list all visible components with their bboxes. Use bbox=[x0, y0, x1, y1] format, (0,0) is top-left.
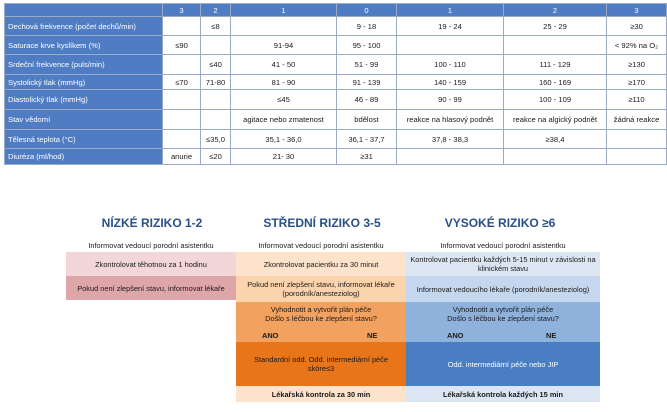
score-cell: 25 - 29 bbox=[504, 17, 607, 36]
mid-ward-text: Standardní odd. Odd. intermediární péče skóre≤3 bbox=[254, 355, 388, 373]
score-row bbox=[5, 75, 667, 90]
high-yes-label: ANO bbox=[447, 331, 464, 340]
score-row bbox=[5, 17, 667, 36]
mid-check-step: Zkontrolovat pacientku za 30 minut bbox=[236, 252, 406, 276]
score-cell: žádná reakce bbox=[607, 110, 667, 130]
low-check-step: Zkontrolovat těhotnou za 1 hodinu bbox=[66, 252, 236, 276]
parameter-label: Saturace krve kyslíkem (%) bbox=[5, 36, 163, 55]
high-plan-text: Vyhodnotit a vytvořit plán péče bbox=[452, 305, 554, 314]
score-cell: 100 - 109 bbox=[504, 90, 607, 110]
mid-ward-step bbox=[236, 342, 406, 386]
high-no-label: NE bbox=[546, 331, 557, 340]
score-cell bbox=[201, 36, 231, 55]
mid-no-label: NE bbox=[367, 331, 378, 340]
score-cell: reakce na hlasový podnět bbox=[397, 110, 504, 130]
score-cell: bdělost bbox=[337, 110, 397, 130]
score-header-cell: 2 bbox=[201, 4, 231, 17]
score-cell bbox=[201, 110, 231, 130]
mid-question-text: Došlo s léčbou ke zlepšení stavu? bbox=[265, 314, 377, 323]
score-cell: reakce na algický podnět bbox=[504, 110, 607, 130]
header-param-cell bbox=[5, 4, 163, 17]
score-row bbox=[5, 55, 667, 75]
score-cell bbox=[607, 149, 667, 165]
parameter-label: Tělesná teplota (°C) bbox=[5, 130, 163, 149]
score-cell: ≤90 bbox=[163, 36, 201, 55]
score-cell: ≤40 bbox=[201, 55, 231, 75]
mid-plan-text: Vyhodnotit a vytvořit plán péče bbox=[270, 305, 372, 314]
score-cell: 140 - 159 bbox=[397, 75, 504, 90]
score-cell: 91 - 139 bbox=[337, 75, 397, 90]
score-row bbox=[5, 149, 667, 165]
high-inform-step: Informovat vedoucí porodní asistentku bbox=[406, 238, 600, 252]
high-risk-title: VYSOKÉ RIZIKO ≥6 bbox=[444, 216, 556, 230]
score-cell: 46 - 89 bbox=[337, 90, 397, 110]
score-cell bbox=[231, 17, 337, 36]
score-cell: 111 - 129 bbox=[504, 55, 607, 75]
mid-inform-step: Informovat vedoucí porodní asistentku bbox=[236, 238, 406, 252]
mid-control-step: Lékařská kontrola za 30 min bbox=[236, 386, 406, 402]
score-cell: 90 - 99 bbox=[397, 90, 504, 110]
score-cell: 160 - 169 bbox=[504, 75, 607, 90]
low-no-improve-step: Pokud není zlepšení stavu, informovat lékaře bbox=[66, 276, 236, 300]
score-row bbox=[5, 36, 667, 55]
score-cell bbox=[504, 149, 607, 165]
mid-yes-label: ANO bbox=[262, 331, 279, 340]
score-cell: 81 - 90 bbox=[231, 75, 337, 90]
score-cell bbox=[163, 90, 201, 110]
parameter-label: Diuréza (ml/hod) bbox=[5, 149, 163, 165]
score-cell: 71-80 bbox=[201, 75, 231, 90]
score-cell bbox=[163, 110, 201, 130]
score-cell: agitace nebo zmatenost bbox=[231, 110, 337, 130]
score-cell bbox=[163, 130, 201, 149]
score-cell: 9 - 18 bbox=[337, 17, 397, 36]
score-header-cell: 3 bbox=[607, 4, 667, 17]
score-header-cell: 2 bbox=[504, 4, 607, 17]
score-cell: 37,8 - 38,3 bbox=[397, 130, 504, 149]
score-cell: < 92% na O₂ bbox=[607, 36, 667, 55]
low-risk-title: NÍZKÉ RIZIKO 1-2 bbox=[101, 216, 203, 230]
score-cell bbox=[397, 149, 504, 165]
score-cell bbox=[397, 36, 504, 55]
score-cell: ≥170 bbox=[607, 75, 667, 90]
score-cell: anurie bbox=[163, 149, 201, 165]
score-cell: ≥110 bbox=[607, 90, 667, 110]
score-cell: ≥38,4 bbox=[504, 130, 607, 149]
score-cell: ≥31 bbox=[337, 149, 397, 165]
high-control-step: Lékařská kontrola každých 15 min bbox=[406, 386, 600, 402]
score-cell bbox=[201, 90, 231, 110]
high-ward-step: Odd. intermediární péče nebo JIP bbox=[406, 342, 600, 386]
score-header-cell: 0 bbox=[337, 4, 397, 17]
score-cell: 41 - 50 bbox=[231, 55, 337, 75]
score-cell: ≤8 bbox=[201, 17, 231, 36]
early-warning-score-table bbox=[4, 3, 667, 165]
high-question-text: Došlo s léčbou ke zlepšení stavu? bbox=[447, 314, 559, 323]
score-row bbox=[5, 90, 667, 110]
score-cell bbox=[163, 17, 201, 36]
parameter-label: Systolický tlak (mmHg) bbox=[5, 75, 163, 90]
parameter-label: Srdeční frekvence (puls/min) bbox=[5, 55, 163, 75]
score-cell: 91-94 bbox=[231, 36, 337, 55]
mid-risk-title: STŘEDNÍ RIZIKO 3-5 bbox=[263, 216, 381, 230]
score-cell: 21- 30 bbox=[231, 149, 337, 165]
high-plan-block bbox=[406, 302, 600, 342]
score-cell bbox=[163, 55, 201, 75]
score-cell: 36,1 - 37,7 bbox=[337, 130, 397, 149]
score-cell: 19 - 24 bbox=[397, 17, 504, 36]
score-header-row bbox=[5, 4, 667, 17]
low-inform-step: Informovat vedoucí porodní asistentku bbox=[66, 238, 236, 252]
score-cell: 95 - 100 bbox=[337, 36, 397, 55]
parameter-label: Diastolický tlak (mmHg) bbox=[5, 90, 163, 110]
mid-no-improve-step: Pokud není zlepšení stavu, informovat lékaře (porodník/anesteziolog) bbox=[236, 276, 406, 302]
score-header-cell: 1 bbox=[231, 4, 337, 17]
high-check-step: Kontrolovat pacientku každých 5-15 minut v závislosti na klinickém stavu bbox=[406, 252, 600, 276]
score-cell bbox=[504, 36, 607, 55]
score-cell: ≥30 bbox=[607, 17, 667, 36]
score-cell: ≤45 bbox=[231, 90, 337, 110]
high-no-improve-step: Informovat vedoucího lékaře (porodník/anesteziolog) bbox=[406, 276, 600, 302]
score-cell bbox=[607, 130, 667, 149]
score-cell: ≥130 bbox=[607, 55, 667, 75]
score-header-cell: 3 bbox=[163, 4, 201, 17]
parameter-label: Dechová frekvence (počet dechů/min) bbox=[5, 17, 163, 36]
score-header-cell: 1 bbox=[397, 4, 504, 17]
score-cell: 100 - 110 bbox=[397, 55, 504, 75]
score-cell: ≤20 bbox=[201, 149, 231, 165]
score-cell: 35,1 - 36,0 bbox=[231, 130, 337, 149]
score-cell: 51 - 99 bbox=[337, 55, 397, 75]
parameter-label: Stav vědomí bbox=[5, 110, 163, 130]
score-cell: ≤35,0 bbox=[201, 130, 231, 149]
score-row bbox=[5, 110, 667, 130]
score-row bbox=[5, 130, 667, 149]
score-cell: ≤70 bbox=[163, 75, 201, 90]
